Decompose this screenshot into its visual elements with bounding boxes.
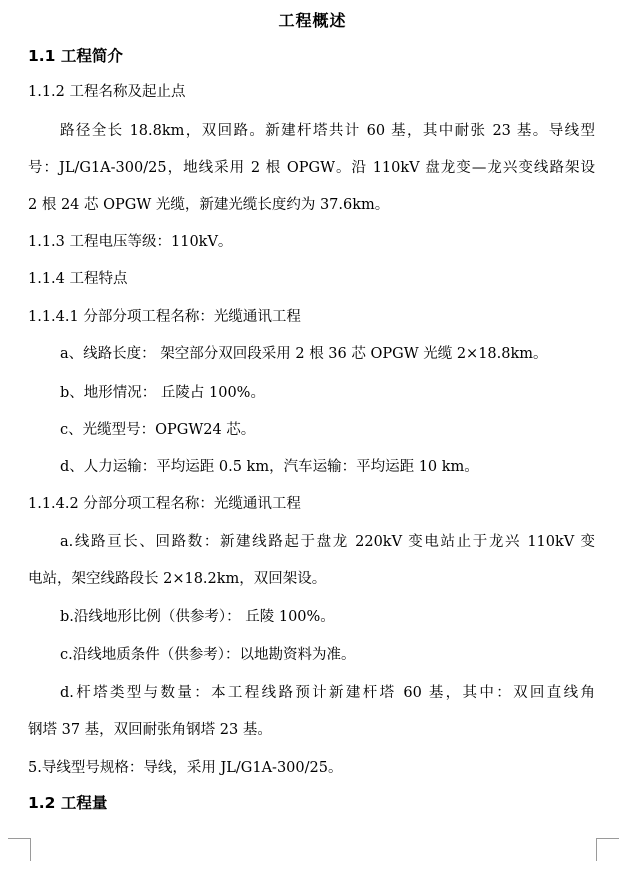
list-item: c、光缆型号：OPGW24 芯。 — [60, 422, 256, 438]
list-item: b、地形情况： 丘陵占 100%。 — [60, 385, 265, 401]
list-item: a.线路亘长、回路数：新建线路起于盘龙 220kV 变电站止于龙兴 110kV 变 — [60, 534, 595, 550]
page-margin-corner-left — [8, 838, 31, 861]
list-item-continuation: 钢塔 37 基，双回耐张角钢塔 23 基。 — [28, 722, 272, 738]
list-item: a、线路长度： 架空部分双回段采用 2 根 36 芯 OPGW 光缆 2×18.8km。 — [60, 346, 548, 362]
list-item-continuation: 电站，架空线路段长 2×18.2km，双回架设。 — [28, 571, 327, 587]
list-item: b.沿线地形比例（供参考）： 丘陵 100%。 — [60, 609, 335, 625]
item-5: 5.导线型号规格：导线，采用 JL/G1A-300/25。 — [28, 760, 343, 776]
paragraph-line: 路径全长 18.8km，双回路。新建杆塔共计 60 基，其中耐张 23 基。导线型 — [60, 123, 595, 139]
list-item: d.杆塔类型与数量：本工程线路预计新建杆塔 60 基，其中：双回直线角 — [60, 685, 595, 701]
paragraph-line: 号：JL/G1A-300/25，地线采用 2 根 OPGW。沿 110kV 盘龙变—龙兴变线路架设 — [28, 160, 595, 176]
subsection-heading-1-1-4-1: 1.1.4.1 分部分项工程名称：光缆通讯工程 — [28, 309, 301, 325]
subsection-heading-1-1-2: 1.1.2 工程名称及起止点 — [28, 84, 186, 100]
paragraph-line: 2 根 24 芯 OPGW 光缆，新建光缆长度约为 37.6km。 — [28, 197, 390, 213]
page-margin-corner-right — [596, 838, 619, 861]
subsection-heading-1-1-4: 1.1.4 工程特点 — [28, 271, 128, 287]
document-title: 工程概述 — [278, 11, 347, 30]
section-heading-1-1: 1.1 工程简介 — [28, 47, 123, 65]
section-heading-1-2: 1.2 工程量 — [28, 794, 108, 812]
list-item: d、人力运输：平均运距 0.5 km，汽车运输：平均运距 10 km。 — [60, 459, 479, 475]
subsection-heading-1-1-4-2: 1.1.4.2 分部分项工程名称：光缆通讯工程 — [28, 496, 301, 512]
subsection-heading-1-1-3: 1.1.3 工程电压等级：110kV。 — [28, 234, 233, 250]
list-item: c.沿线地质条件（供参考）：以地勘资料为准。 — [60, 647, 356, 663]
